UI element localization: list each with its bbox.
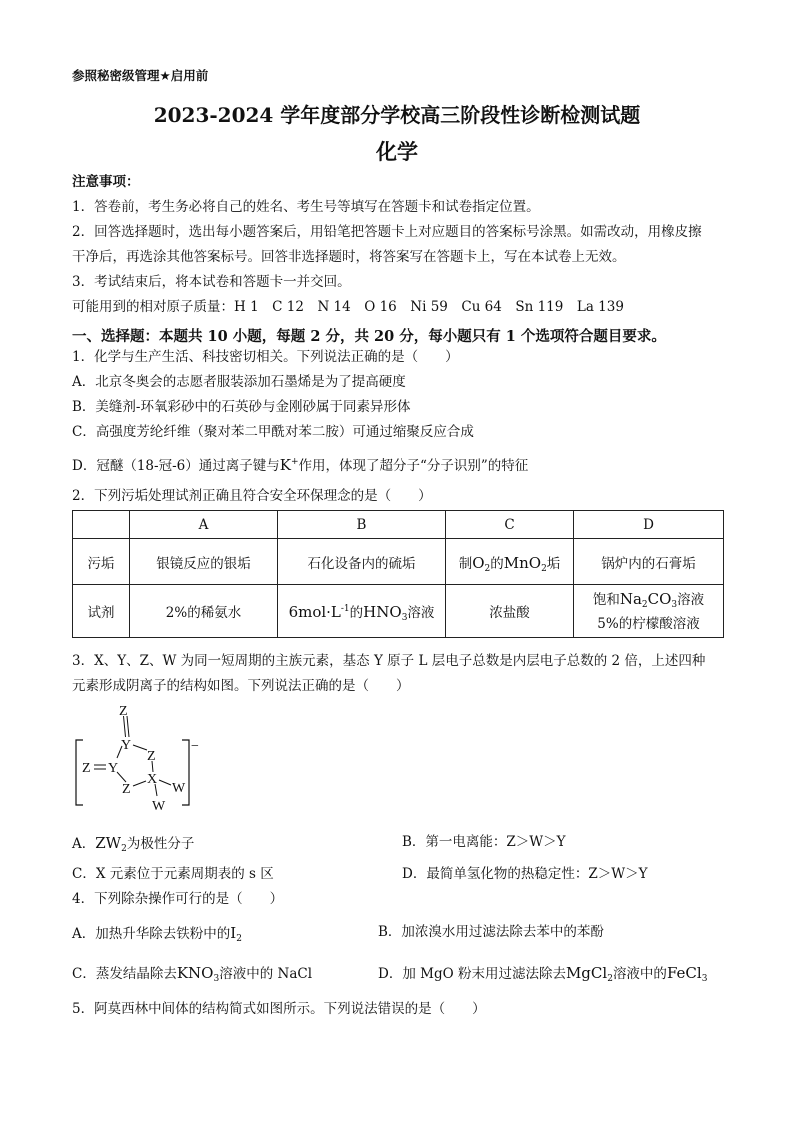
table-corner-cell	[73, 511, 130, 539]
row-label-reagent: 试剂	[73, 585, 130, 638]
col-header-c: C	[446, 511, 574, 539]
atom-z-bottom: Z	[122, 782, 131, 797]
q1-option-c: C．高强度芳纶纤维（聚对苯二甲酰对苯二胺）可通过缩聚反应合成	[72, 424, 474, 440]
col-header-a: A	[130, 511, 278, 539]
q1-option-b: B．美缝剂-环氧彩砂中的石英砂与金刚砂属于同素异形体	[72, 399, 411, 415]
atom-w-bottom: W	[152, 799, 166, 814]
q3-option-d: D．最简单氢化物的热稳定性：Z＞W＞Y	[402, 866, 648, 882]
q1-option-a: A．北京冬奥会的志愿者服装添加石墨烯是为了提高硬度	[72, 374, 406, 390]
atom-x: X	[147, 772, 158, 787]
note-1: 1．答卷前，考生务必将自己的姓名、考生号等填写在答题卡和试卷指定位置。	[72, 199, 540, 215]
atom-y-left: Y	[108, 761, 119, 776]
table-header-row	[73, 511, 724, 539]
q4-option-b: B．加浓溴水用过滤法除去苯中的苯酚	[378, 924, 604, 940]
q3-stem-line-2: 元素形成阴离子的结构如图。下列说法正确的是（ ）	[72, 678, 410, 694]
cell-d-reagent: 饱和$Na_2CO_3$溶液 5%的柠檬酸溶液	[574, 585, 724, 638]
atom-w-right: W	[172, 781, 186, 796]
q3-option-b: B．第一电离能：Z＞W＞Y	[402, 834, 566, 850]
atom-z-top: Z	[119, 704, 128, 719]
cell-d-dirt: 锅炉内的石膏垢	[574, 539, 724, 585]
note-2-line-1: 2．回答选择题时，选出每小题答案后，用铅笔把答题卡上对应题目的答案标号涂黑。如需改动，用橡皮擦	[72, 224, 702, 240]
q3-option-c: C．X 元素位于元素周期表的 s 区	[72, 866, 274, 882]
q1-stem: 1．化学与生产生活、科技密切相关。下列说法正确的是（ ）	[72, 349, 459, 365]
q4-stem: 4．下列除杂操作可行的是（ ）	[72, 891, 284, 907]
q4-option-d: D．加 MgO 粉末用过滤法除去MgCl$_2$溶液中的FeCl$_3$	[378, 964, 708, 984]
q4-option-a: A．加热升华除去铁粉中的$I_2$	[72, 924, 242, 944]
note-3: 3．考试结束后，将本试卷和答题卡一并交回。	[72, 274, 351, 290]
anion-charge: −	[191, 739, 199, 754]
cell-b-dirt: 石化设备内的硫垢	[278, 539, 446, 585]
q1-option-d: D．冠醚（18-冠-6）通过离子键与K+作用，体现了超分子“分子识别”的特征	[72, 456, 529, 474]
atomic-mass-line: 可能用到的相对原子质量：H 1 C 12 N 14 O 16 Ni 59 Cu 64 Sn 119 La 139	[72, 299, 624, 315]
q5-stem: 5．阿莫西林中间体的结构简式如图所示。下列说法错误的是（ ）	[72, 1001, 486, 1017]
cell-a-reagent: 2%的稀氨水	[130, 585, 278, 638]
col-header-b: B	[278, 511, 446, 539]
notes-heading: 注意事项：	[72, 174, 140, 190]
table-row	[73, 585, 724, 638]
q2-table	[72, 510, 724, 638]
cell-c-reagent: 浓盐酸	[446, 585, 574, 638]
cell-a-dirt: 银镜反应的银垢	[130, 539, 278, 585]
subject-title: 化学	[376, 139, 418, 164]
secrecy-tag: 参照秘密级管理★启用前	[72, 68, 209, 83]
cell-c-dirt: 制$O_2$的MnO$_2$垢	[446, 539, 574, 585]
q3-stem-line-1: 3．X、Y、Z、W 为同一短周期的主族元素，基态 Y 原子 L 层电子总数是内层电子总数的 2 倍，上述四种	[72, 653, 706, 669]
q2-stem: 2．下列污垢处理试剂正确且符合安全环保理念的是（ ）	[72, 488, 432, 504]
table-row	[73, 539, 724, 585]
anion-structure-diagram	[70, 700, 220, 820]
row-label-dirt: 污垢	[73, 539, 130, 585]
cell-b-reagent: $6mol\cdot L^{-1}$的$HNO_3$溶液	[278, 585, 446, 638]
section-1-heading: 一、选择题：本题共 10 小题，每题 2 分，共 20 分，每小题只有 1 个选项符合题目要求。	[72, 328, 666, 345]
exam-title: 2023-2024 学年度部分学校高三阶段性诊断检测试题	[153, 103, 641, 127]
q3-option-a: A．$ZW_2$为极性分子	[72, 834, 195, 854]
note-2-line-2: 干净后，再选涂其他答案标号。回答非选择题时，将答案写在答题卡上，写在本试卷上无效。	[72, 249, 626, 265]
atom-z-right: Z	[147, 749, 156, 764]
atom-y-top: Y	[121, 738, 132, 753]
atom-z-left: Z	[82, 761, 91, 776]
col-header-d: D	[574, 511, 724, 539]
q4-option-c: C．蒸发结晶除去$KNO_3$溶液中的 NaCl	[72, 964, 313, 984]
